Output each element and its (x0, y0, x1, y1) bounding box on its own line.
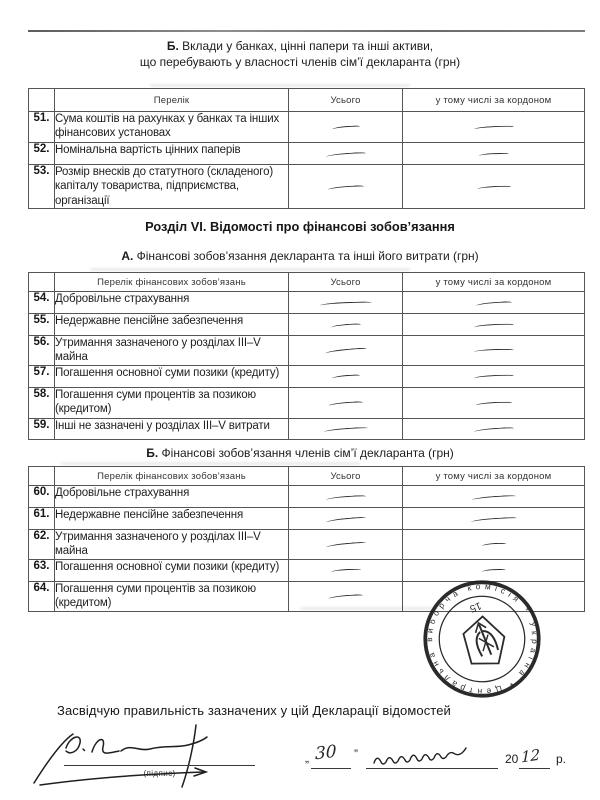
handwritten-dash (481, 543, 505, 549)
scan-smudge (150, 84, 410, 87)
handwritten-dash (331, 125, 359, 131)
abroad-value-cell (403, 336, 585, 366)
handwritten-dash (473, 125, 513, 131)
header-list: Перелік фінансових зобов’язань (55, 273, 289, 292)
total-value-cell (289, 530, 403, 560)
handwritten-dash (473, 374, 513, 380)
attestation-text: Засвідчую правильність зазначених у цій Декларації відомостей (57, 703, 451, 718)
row-number: 53. (29, 165, 55, 209)
subsection-a-title (0, 248, 600, 264)
subsection-a-prefix: А. (121, 249, 134, 263)
row-label: Погашення суми процентів за позикою (кредитом) (55, 581, 289, 611)
abroad-value-cell (403, 314, 585, 336)
header-total: Усього (289, 467, 403, 486)
table-row (29, 112, 585, 143)
scan-smudge (60, 462, 360, 465)
date-close-quote: ” (354, 747, 358, 761)
header-num-cell (29, 467, 55, 486)
date-open-quote: „ (305, 751, 309, 765)
handwritten-dash (471, 494, 515, 501)
table-row (29, 365, 585, 387)
total-value-cell (289, 143, 403, 165)
handwritten-dash (319, 301, 371, 307)
row-number: 63. (29, 559, 55, 581)
handwritten-dash (331, 374, 359, 380)
subsection-a-title-rest: Фінансові зобов’язання декларанта та інші його витрати (грн) (133, 249, 479, 263)
abroad-value-cell (403, 143, 585, 165)
total-value-cell (289, 165, 403, 209)
total-value-cell (289, 418, 403, 439)
handwritten-dash (476, 185, 510, 191)
row-number: 55. (29, 314, 55, 336)
stamp-number: 15 (467, 599, 483, 614)
total-value-cell (289, 581, 403, 611)
handwritten-dash (470, 516, 516, 523)
row-number: 51. (29, 112, 55, 143)
abroad-value-cell (403, 508, 585, 530)
row-label: Погашення основної суми позики (кредиту) (55, 559, 289, 581)
row-label: Погашення суми процентів за позикою (кредитом) (55, 387, 289, 418)
row-number: 62. (29, 530, 55, 560)
handwritten-signature (26, 721, 262, 795)
table-row (29, 387, 585, 418)
handwritten-day: 30 (314, 741, 337, 765)
row-number: 58. (29, 387, 55, 418)
handwritten-dash (473, 349, 513, 354)
table-header-row (29, 273, 585, 292)
table-header-row (29, 467, 585, 486)
year-suffix: р. (556, 752, 567, 766)
section-vi-title: Розділ VI. Відомості про фінансові зобов’язання (145, 219, 455, 234)
row-label: Недержавне пенсійне забезпечення (55, 314, 289, 336)
table-row (29, 314, 585, 336)
total-value-cell (289, 314, 403, 336)
handwritten-dash (473, 323, 513, 329)
row-number: 52. (29, 143, 55, 165)
header-num-cell (29, 273, 55, 292)
row-number: 61. (29, 508, 55, 530)
header-list: Перелік фінансових зобов’язань (55, 467, 289, 486)
handwritten-dash (324, 348, 366, 356)
stamp-ring-text: Центральна виборча комісія * Україна * (425, 581, 540, 696)
header-num-cell (29, 89, 55, 112)
signature-line (64, 765, 255, 766)
handwritten-dash (325, 516, 365, 524)
year-prefix: 20 (505, 752, 519, 766)
row-number: 57. (29, 365, 55, 387)
table-row (29, 292, 585, 314)
table-row (29, 508, 585, 530)
section-b-title-line2: що перебувають у власності членів сім’ї декларанта (грн) (139, 55, 461, 69)
total-value-cell (289, 365, 403, 387)
row-label: Утримання зазначеного у розділах III–V майна (55, 336, 289, 366)
handwritten-dash (325, 494, 365, 501)
liabilities-declarant-table (28, 272, 585, 440)
day-underline (311, 768, 351, 769)
row-label: Недержавне пенсійне забезпечення (55, 508, 289, 530)
table-row (29, 143, 585, 165)
total-value-cell (289, 336, 403, 366)
abroad-value-cell (403, 418, 585, 439)
handwritten-dash (327, 185, 363, 192)
row-number: 56. (29, 336, 55, 366)
handwritten-dash (328, 594, 362, 601)
row-number: 64. (29, 581, 55, 611)
row-label: Добровільне страхування (55, 292, 289, 314)
abroad-value-cell (403, 530, 585, 560)
handwritten-month-scribble (370, 747, 498, 769)
handwritten-dash (330, 323, 360, 330)
header-total: Усього (289, 89, 403, 112)
row-label: Добровільне страхування (55, 486, 289, 508)
row-label: Інші не зазначені у розділах III–V витрати (55, 418, 289, 439)
row-number: 59. (29, 418, 55, 439)
abroad-value-cell (403, 112, 585, 143)
year-underline (519, 768, 550, 769)
handwritten-dash (323, 426, 367, 433)
assets-family-table (28, 88, 585, 209)
row-label: Погашення основної суми позики (кредиту) (55, 365, 289, 387)
table-row (29, 165, 585, 209)
total-value-cell (289, 508, 403, 530)
abroad-value-cell (403, 165, 585, 209)
section-b-prefix: Б. (166, 39, 179, 53)
subsection-b-title-rest: Фінансові зобов’язання членів сім’ї декларанта (грн) (158, 446, 454, 460)
header-abroad: у тому числі за кордоном (403, 273, 585, 292)
abroad-value-cell (403, 387, 585, 418)
header-total: Усього (289, 273, 403, 292)
subsection-b-title (0, 445, 600, 461)
total-value-cell (289, 559, 403, 581)
handwritten-dash (478, 152, 508, 157)
table-header-row (29, 89, 585, 112)
handwritten-dash (330, 569, 360, 575)
handwritten-dash (328, 401, 362, 408)
abroad-value-cell (403, 486, 585, 508)
subsection-b-prefix: Б. (146, 446, 159, 460)
month-underline (366, 768, 498, 769)
table-row (29, 530, 585, 560)
row-label: Сума коштів на рахунках у банках та інших фінансових установах (55, 112, 289, 143)
abroad-value-cell (403, 292, 585, 314)
page-top-rule (28, 30, 585, 32)
row-label: Номінальна вартість цінних паперів (55, 143, 289, 165)
section-b-title-rest: Вклади у банках, цінні папери та інші активи, (178, 39, 434, 53)
handwritten-dash (475, 301, 511, 308)
total-value-cell (289, 387, 403, 418)
handwritten-dash (325, 151, 365, 158)
section-b-assets-title (0, 38, 600, 70)
signature-caption: (підпис) (143, 769, 176, 778)
total-value-cell (289, 486, 403, 508)
row-label: Утримання зазначеного у розділах III–V майна (55, 530, 289, 560)
table-row (29, 336, 585, 366)
table-row (29, 486, 585, 508)
handwritten-dash (325, 542, 365, 550)
handwritten-dash (475, 401, 511, 407)
scan-smudge (90, 268, 410, 271)
stamp-shield-emblem (457, 612, 513, 673)
total-value-cell (289, 292, 403, 314)
table-row (29, 418, 585, 439)
header-list: Перелік (55, 89, 289, 112)
handwritten-year: 12 (521, 745, 541, 767)
row-number: 60. (29, 486, 55, 508)
row-number: 54. (29, 292, 55, 314)
total-value-cell (289, 112, 403, 143)
header-abroad: у тому числі за кордоном (403, 467, 585, 486)
row-label: Розмір внесків до статутного (складеного) капіталу товариства, підприємства, організації (55, 165, 289, 209)
header-abroad: у тому числі за кордоном (403, 89, 585, 112)
abroad-value-cell (403, 365, 585, 387)
handwritten-dash (473, 426, 513, 433)
